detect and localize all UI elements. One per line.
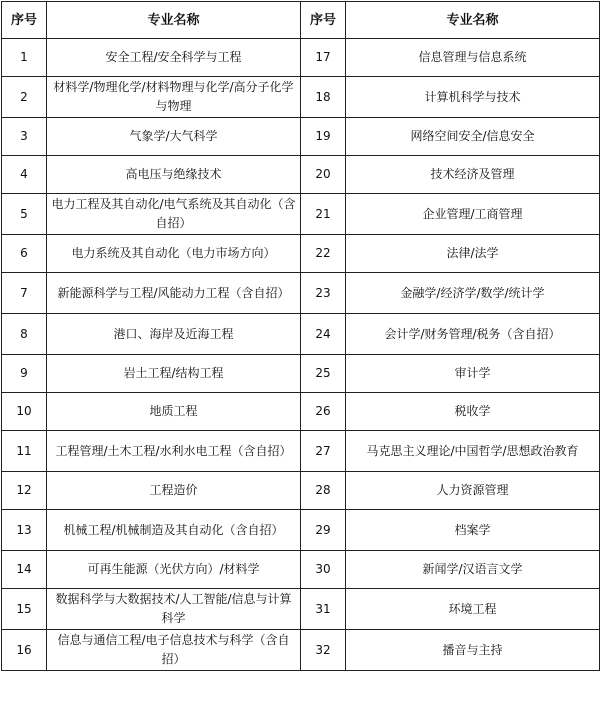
table-row <box>2 551 600 589</box>
major-name-left: 电力工程及其自动化/电气系统及其自动化（含自招） <box>47 194 301 235</box>
major-name-left: 高电压与绝缘技术 <box>47 156 301 194</box>
header-idx-right: 序号 <box>301 2 346 39</box>
major-name-left: 港口、海岸及近海工程 <box>47 314 301 355</box>
major-name-right: 金融学/经济学/数学/统计学 <box>346 273 600 314</box>
header-idx-left: 序号 <box>2 2 47 39</box>
table-row <box>2 314 600 355</box>
row-index-right: 20 <box>301 156 346 194</box>
row-index-left: 12 <box>2 472 47 510</box>
row-index-left: 15 <box>2 589 47 630</box>
major-name-left: 工程造价 <box>47 472 301 510</box>
row-index-right: 24 <box>301 314 346 355</box>
row-index-right: 25 <box>301 355 346 393</box>
table-row <box>2 273 600 314</box>
table-row <box>2 355 600 393</box>
row-index-left: 16 <box>2 630 47 671</box>
major-name-right: 信息管理与信息系统 <box>346 39 600 77</box>
major-name-right: 马克思主义理论/中国哲学/思想政治教育 <box>346 431 600 472</box>
table-row <box>2 118 600 156</box>
major-name-right: 技术经济及管理 <box>346 156 600 194</box>
table-row <box>2 393 600 431</box>
major-name-left: 工程管理/土木工程/水利水电工程（含自招） <box>47 431 301 472</box>
major-name-right: 会计学/财务管理/税务（含自招） <box>346 314 600 355</box>
major-name-left: 岩土工程/结构工程 <box>47 355 301 393</box>
row-index-right: 23 <box>301 273 346 314</box>
table-row <box>2 235 600 273</box>
major-name-right: 人力资源管理 <box>346 472 600 510</box>
major-name-right: 计算机科学与技术 <box>346 77 600 118</box>
row-index-left: 3 <box>2 118 47 156</box>
row-index-right: 17 <box>301 39 346 77</box>
row-index-left: 13 <box>2 510 47 551</box>
row-index-right: 29 <box>301 510 346 551</box>
major-name-right: 环境工程 <box>346 589 600 630</box>
row-index-left: 9 <box>2 355 47 393</box>
major-name-left: 安全工程/安全科学与工程 <box>47 39 301 77</box>
table-row <box>2 156 600 194</box>
major-name-left: 可再生能源（光伏方向）/材料学 <box>47 551 301 589</box>
table-row <box>2 589 600 630</box>
row-index-right: 30 <box>301 551 346 589</box>
row-index-right: 28 <box>301 472 346 510</box>
row-index-left: 8 <box>2 314 47 355</box>
table-row <box>2 472 600 510</box>
row-index-left: 5 <box>2 194 47 235</box>
major-name-left: 新能源科学与工程/风能动力工程（含自招） <box>47 273 301 314</box>
major-name-left: 电力系统及其自动化（电力市场方向） <box>47 235 301 273</box>
row-index-right: 31 <box>301 589 346 630</box>
row-index-left: 11 <box>2 431 47 472</box>
major-name-right: 网络空间安全/信息安全 <box>346 118 600 156</box>
row-index-left: 14 <box>2 551 47 589</box>
table-row <box>2 510 600 551</box>
majors-table <box>1 1 600 671</box>
row-index-left: 7 <box>2 273 47 314</box>
row-index-left: 10 <box>2 393 47 431</box>
row-index-left: 2 <box>2 77 47 118</box>
header-row <box>2 2 600 39</box>
major-name-left: 机械工程/机械制造及其自动化（含自招） <box>47 510 301 551</box>
row-index-right: 18 <box>301 77 346 118</box>
header-name-right: 专业名称 <box>346 2 600 39</box>
row-index-right: 21 <box>301 194 346 235</box>
major-name-right: 审计学 <box>346 355 600 393</box>
table-row <box>2 39 600 77</box>
major-name-right: 播音与主持 <box>346 630 600 671</box>
row-index-right: 27 <box>301 431 346 472</box>
major-name-right: 新闻学/汉语言文学 <box>346 551 600 589</box>
major-name-left: 材料学/物理化学/材料物理与化学/高分子化学与物理 <box>47 77 301 118</box>
major-name-left: 数据科学与大数据技术/人工智能/信息与计算科学 <box>47 589 301 630</box>
major-name-right: 档案学 <box>346 510 600 551</box>
row-index-left: 6 <box>2 235 47 273</box>
table-row <box>2 194 600 235</box>
table-row <box>2 77 600 118</box>
major-name-right: 税收学 <box>346 393 600 431</box>
row-index-right: 26 <box>301 393 346 431</box>
row-index-right: 19 <box>301 118 346 156</box>
major-name-left: 地质工程 <box>47 393 301 431</box>
row-index-left: 4 <box>2 156 47 194</box>
table-row <box>2 630 600 671</box>
row-index-left: 1 <box>2 39 47 77</box>
row-index-right: 32 <box>301 630 346 671</box>
row-index-right: 22 <box>301 235 346 273</box>
header-name-left: 专业名称 <box>47 2 301 39</box>
major-name-right: 法律/法学 <box>346 235 600 273</box>
table-row <box>2 431 600 472</box>
major-name-left: 信息与通信工程/电子信息技术与科学（含自招） <box>47 630 301 671</box>
major-name-left: 气象学/大气科学 <box>47 118 301 156</box>
major-name-right: 企业管理/工商管理 <box>346 194 600 235</box>
